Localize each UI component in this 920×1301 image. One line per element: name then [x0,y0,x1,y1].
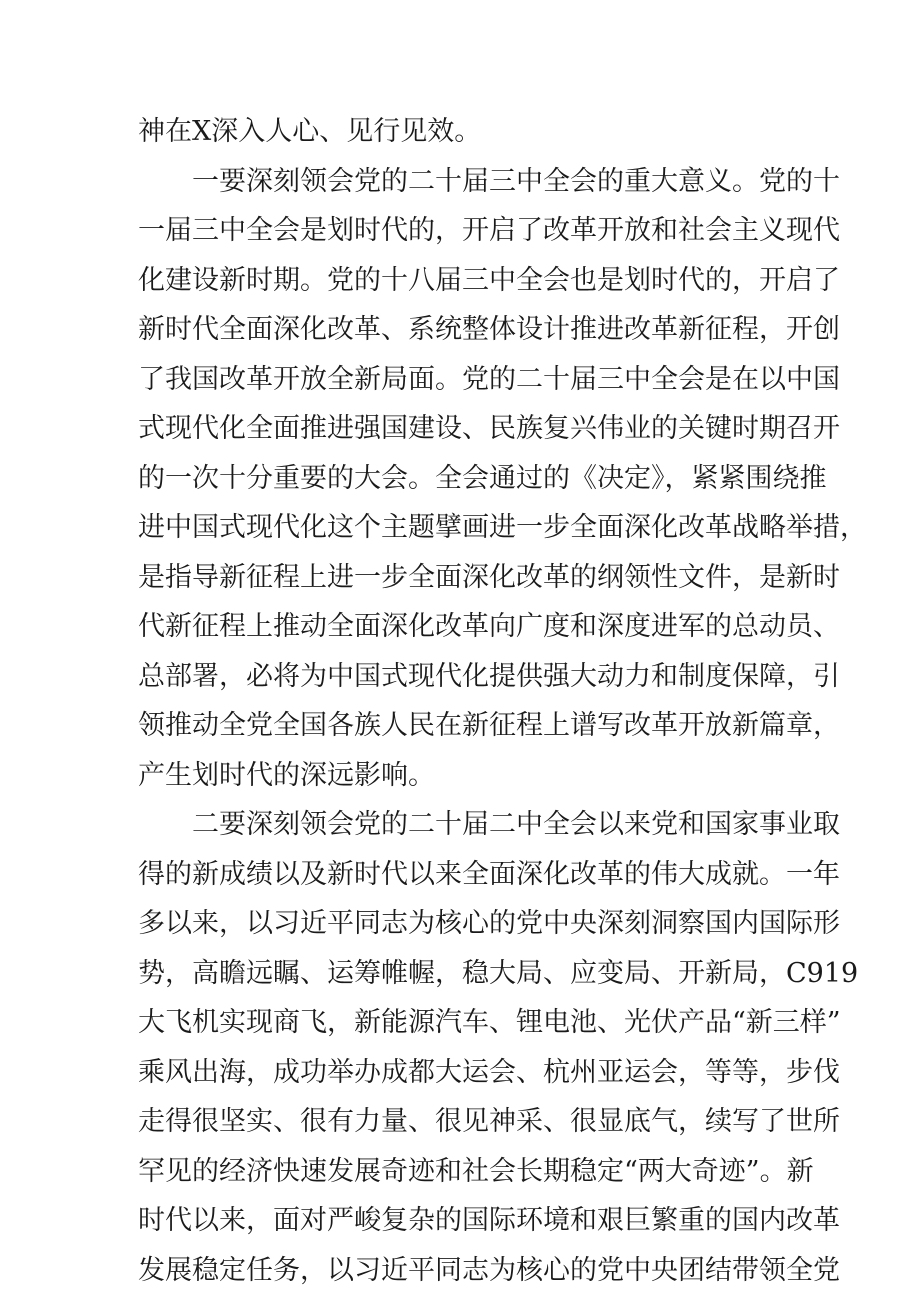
text-line: 式现代化全面推进强国建设、民族复兴伟业的关键时期召开 [138,413,840,444]
text-line: 进中国式现代化这个主题擘画进一步全面深化改革战略举措， [138,512,867,543]
text-line: 神在X深入人心、见行见效。 [138,116,482,147]
text-line: 代新征程上推动全面深化改革向广度和深度进军的总动员、 [138,611,840,642]
text-line: 乘风出海，成功举办成都大运会、杭州亚运会，等等，步伐 [138,1056,840,1088]
text-line: 产生划时代的深远影响。 [138,759,435,791]
text-line: 一届三中全会是划时代的，开启了改革开放和社会主义现代 [138,215,840,246]
body-text [138,107,867,1295]
text-line: 走得很坚实、很有力量、很见神采、很显底气，续写了世所 [138,1106,840,1137]
text-line: 多以来，以习近平同志为核心的党中央深刻洞察国内国际形 [138,908,840,939]
text-line: 的一次十分重要的大会。全会通过的《决定》，紧紧围绕推 [138,462,827,494]
text-line: 是指导新征程上进一步全面深化改革的纲领性文件，是新时 [138,561,840,593]
text-line: 发展稳定任务，以习近平同志为核心的党中央团结带领全党 [138,1254,840,1286]
text-line: 了我国改革开放全新局面。党的二十届三中全会是在以中国 [138,363,840,395]
text-line: 势，高瞻远瞩、运筹帷幄，稳大局、应变局、开新局，C919 [138,957,859,989]
text-line: 总部署，必将为中国式现代化提供强大动力和制度保障，引 [138,660,840,692]
text-line: 罕见的经济快速发展奇迹和社会长期稳定“两大奇迹”。新 [138,1155,814,1187]
text-line: 化建设新时期。党的十八届三中全会也是划时代的，开启了 [138,264,840,296]
text-line: 得的新成绩以及新时代以来全面深化改革的伟大成就。一年 [138,858,840,890]
text-line: 领推动全党全国各族人民在新征程上谱写改革开放新篇章， [138,710,840,741]
text-line: 二要深刻领会党的二十届二中全会以来党和国家事业取 [192,809,840,840]
text-line: 一要深刻领会党的二十届三中全会的重大意义。党的十 [192,165,840,197]
text-line: 新时代全面深化改革、系统整体设计推进改革新征程，开创 [138,314,840,345]
text-line: 大飞机实现商飞，新能源汽车、锂电池、光伏产品“新三样” [138,1007,841,1038]
text-line: 时代以来，面对严峻复杂的国际环境和艰巨繁重的国内改革 [138,1205,840,1236]
